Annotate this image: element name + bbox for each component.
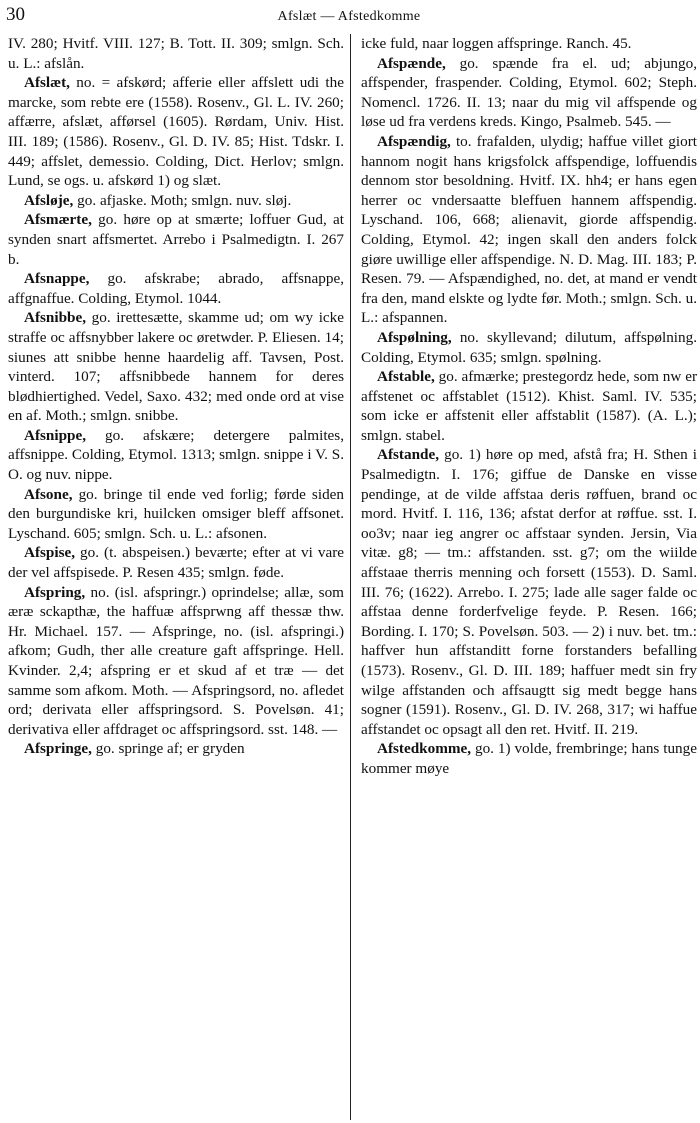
entry-headword: Afstedkomme, — [377, 740, 472, 758]
dictionary-entry — [8, 543, 344, 582]
dictionary-entry — [8, 485, 344, 544]
dictionary-entry — [361, 445, 697, 739]
dictionary-entry — [8, 34, 344, 73]
entry-text: no. skyllevand; dilutum, affspølning. Colding, Etymol. 635; smlgn. spølning. — [361, 328, 697, 366]
entry-headword: Afspændig, — [377, 132, 451, 150]
entry-text: go. afjaske. Moth; smlgn. nuv. sløj. — [73, 191, 292, 209]
entry-headword: Afsløje, — [24, 191, 74, 209]
entry-headword: Afsnippe, — [24, 426, 87, 444]
entry-headword: Afspring, — [24, 583, 86, 601]
dictionary-entry — [8, 426, 344, 485]
entry-text: go. afmærke; prestegordz hede, som nw er affstenet oc affstablet (1512). Khist. Saml. IV. 535; som icke er affstenit eller affstablit (1587). (A. L.); smlgn. stabel. — [361, 368, 697, 444]
entry-headword: Afsone, — [24, 485, 73, 503]
running-head: Afslæt — Afstedkomme — [277, 9, 421, 24]
dictionary-entry — [8, 308, 344, 426]
page-header — [6, 4, 692, 30]
page-number: 30 — [6, 4, 25, 25]
dictionary-entry — [361, 739, 697, 778]
dictionary-entry — [8, 191, 344, 211]
dictionary-entry — [361, 367, 697, 445]
entry-text: go. springe af; er gryden — [91, 740, 245, 758]
column-divider — [350, 34, 351, 1120]
entry-headword: Afspringe, — [24, 740, 92, 758]
entry-text: no. (isl. afspringr.) oprindelse; allæ, som æræ sckapthæ, the haffuæ affsprwng aff thessæ thw. Hr. Michael. 157. — Afspringe, no. (isl. afspringi.) afkom; Gudh, ther alle creature gaft affspringe. Hell. Kvinder. 2,4; afspring er et skud af et træ — det samme som afkom. Moth. — Afspringsord, no. afledet ord; derivata eller affspringsord. S. Povelsøn. 41; derivativa eller affdraget oc affspringsord. sst. 148. — — [8, 583, 344, 738]
entry-headword: Afspænde, — [377, 54, 446, 72]
entry-text: go. spænde fra el. ud; abjungo, affspender, fraspender. Colding, Etymol. 602; Steph. Nomencl. 1726. II. 13; naar du mig vil affspende og løse ud fra verdens kreds. Kingo, Psalmeb. 545. — — [361, 54, 697, 131]
entry-text: go. (t. abspeisen.) beværte; efter at vi vare der vel affspisede. P. Resen 435; smlgn. føde. — [8, 544, 344, 582]
left-column — [8, 34, 344, 759]
right-column — [361, 34, 697, 779]
dictionary-entry — [361, 34, 697, 54]
entry-headword: Afslæt, — [24, 74, 70, 92]
entry-text: go. afskrabe; abrado, affsnappe, affgnaffue. Colding, Etymol. 1044. — [8, 270, 344, 307]
entry-headword: Afstable, — [377, 368, 435, 386]
dictionary-entry — [8, 210, 344, 269]
entry-text: IV. 280; Hvitf. VIII. 127; B. Tott. II. 309; smlgn. Sch. u. L.: afslån. — [8, 35, 344, 72]
entry-headword: Afspølning, — [377, 328, 452, 346]
dictionary-entry — [8, 73, 344, 191]
dictionary-entry — [361, 328, 697, 367]
entry-headword: Afstande, — [377, 446, 440, 464]
entry-text: go. høre op at smærte; loffuer Gud, at synden snart affsmertet. Arrebo i Psalmedigtn. I. 267 b. — [8, 211, 344, 268]
entry-text: to. frafalden, ulydig; haffue villet giort hannom nogit hans krigsfolck affspendige, loffuendis dennom stor besoldning. Hvitf. IX. hh4; er hans egen herrer oc vndersaatte bleffuen hannem affspendig. Lyschand. 106, 668; alienavit, giorde affspendig. Colding, Etymol. 42; ingen skall den anders folck giøre uwillige eller affspendige. N. D. Mag. III. 183; P. Resen. 79. — Afspændighed, no. det, at mand er vendt fra den, mand elskte og lydte før. Moth.; smlgn. Sch. u. L.: afspannen. — [361, 132, 697, 327]
entry-headword: Afsmærte, — [24, 211, 92, 229]
entry-text: go. bringe til ende ved forlig; førde siden den burgundiske kri, huilcken omsiger bleff affsonet. Lyschand. 605; smlgn. Sch. u. L.: afsonen. — [8, 485, 344, 542]
dictionary-entry — [8, 583, 344, 740]
dictionary-entry — [361, 132, 697, 328]
entry-text: go. afskære; detergere palmites, affsnippe. Colding, Etymol. 1313; smlgn. snippe i V. S. O. og nuv. nippe. — [8, 426, 344, 484]
dictionary-entry — [8, 739, 344, 759]
entry-headword: Afsnibbe, — [24, 309, 87, 327]
entry-text: go. irettesætte, skamme ud; om wy icke straffe oc affsnybber lakere oc øretwder. P. Eliesen. 14; siunes att snibbe henne haardelig aff. Tavsen, Post. vinterd. 107; affsnibbede hannem for deres blødhiertighed. Vedel, Saxo. 432; med onde ord at vise en af. Moth.; smlgn. snibbe. — [8, 309, 344, 425]
entry-headword: Afspise, — [24, 544, 76, 562]
entry-text: go. 1) volde, frembringe; hans tunge kommer møye — [361, 740, 697, 777]
entry-headword: Afsnappe, — [24, 270, 90, 288]
entry-text: go. 1) høre op med, afstå fra; H. Sthen i Psalmedigtn. I. 176; giffue de Danske en visse pendinge, at de vilde affstaa deris røffuen, brand oc mord. Hvitf. I. 116, 136; afstat derfor at røffue. sst. I. oo3v; naar ieg angrer oc affstaar synden. Jersin, Via vitæ. g8; — tm.: affstanden. sst. g7; om the wiilde affstaae therris menning och forsett (1553). D. Saml. III. 76; (1622). Arrebo. I. 275; lade alle sager falde oc affstaa denne forderfvelige feyde. P. Resen. 166; Bording. I. 170; S. Povelsøn. 503. — 2) i nuv. bet. tm.: haffver hun affstanditt forne forstanders befalling (1573). Rosenv., Gl. D. III. 189; haffuer medt sin fry wilge affstanden och affsaugtt sig medt begge hans sogner (1591). Rosenv., Gl. D. IV. 268, 317; wi haffue affstandet oc opsagt all den ret. Hvitf. II. 219. — [361, 446, 697, 738]
entry-text: no. = afskørd; afferie eller affslett udi the marcke, som rebte ere (1558). Rosenv., Gl. L. IV. 260; affærre, afslæt, afførsel (1605). Rørdam, Univ. Hist. III. 189; (1586). Rosenv., Gl. D. IV. 85; Hist. Tdskr. I. 449; affslet, demessio. Colding, Dict. Herlov; smlgn. Lund, se ogs. u. afskørd 1) og slæt. — [8, 74, 344, 190]
entry-text: icke fuld, naar loggen affspringe. Ranch. 45. — [361, 35, 632, 52]
dictionary-entry — [361, 54, 697, 132]
dictionary-entry — [8, 269, 344, 308]
